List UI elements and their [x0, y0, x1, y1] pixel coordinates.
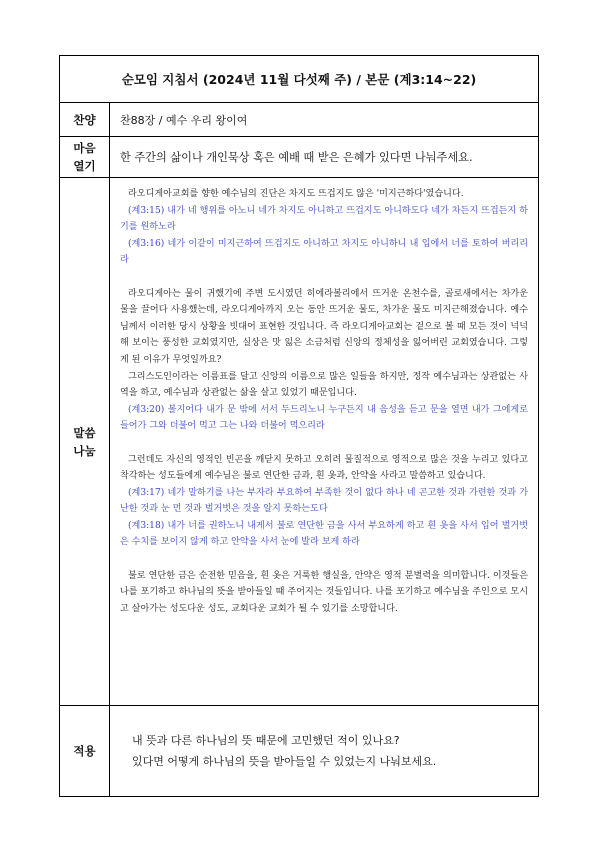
opening-label-line2: 열기 — [73, 159, 96, 173]
word-content — [110, 178, 539, 706]
opening-label — [60, 137, 110, 178]
application-content — [110, 706, 539, 797]
verse-3-17: (계3:17) 네가 말하기를 나는 부자라 부요하여 부족한 것이 없다 하나 네 곤고한 것과 가련한 것과 가난한 것과 눈 먼 것과 벌거벗은 것을 알지 못하는도다 — [120, 487, 528, 515]
verse-3-15: (계3:15) 내가 네 행위를 아노니 네가 차지도 아니하고 뜨겁지도 아니하도다 네가 차든지 뜨겁든지 하기를 원하노라 — [120, 205, 528, 233]
hymn-text: 찬88장 / 예수 우리 왕이여 — [110, 103, 539, 137]
hymn-row — [60, 103, 539, 137]
application-question-1: 내 뜻과 다른 하나님의 뜻 때문에 고민했던 적이 있나요? — [132, 734, 400, 747]
document-title: 순모임 지침서 (2024년 11월 다섯째 주) / 본문 (계3:14~22) — [60, 56, 539, 103]
paragraph-2: 라오디게아는 물이 귀했기에 주변 도시였던 히에라볼리에서 뜨거운 온천수를, 골로새에서는 차가운 물을 끌어다 사용했는데, 라오디게아까지 오는 동안 뜨거운 물도, 차가운 물도 미지근해졌습니다. 예수님께서 이러한 당시 상황을 빗대어 표현한 것입니다. 즉 라오디게아교회는 겉으로 볼 때 모든 것이 넉넉해 보이는 풍성한 교회였지만, 실상은 맛 잃은 소금처럼 신앙의 정체성을 잃어버린 교회였습니다. 그렇게 된 이유가 무엇일까요? — [120, 288, 528, 365]
verse-3-20: (계3:20) 볼지어다 내가 문 밖에 서서 두드리노니 누구든지 내 음성을 듣고 문을 열면 내가 그에게로 들어가 그와 더불어 먹고 그는 나와 더불어 먹으리라 — [120, 404, 528, 432]
opening-text: 한 주간의 삶이나 개인묵상 혹은 예배 때 받은 은혜가 있다면 나눠주세요. — [110, 137, 539, 178]
application-label: 적용 — [60, 706, 110, 797]
verse-3-16: (계3:16) 네가 이같이 미지근하여 뜨겁지도 아니하고 차지도 아니하니 내 입에서 너를 토하여 버리리라 — [120, 238, 528, 266]
word-row — [60, 178, 539, 706]
application-row — [60, 706, 539, 797]
hymn-label: 찬양 — [60, 103, 110, 137]
paragraph-5: 불로 연단한 금은 순전한 믿음을, 흰 옷은 거룩한 행실을, 안약은 영적 분별력을 의미합니다. 이것들은 나를 포기하고 하나님의 뜻을 받아들일 때 주어지는 것들입니다. 나를 포기하고 예수님을 주인으로 모시고 살아가는 성도다운 성도, 교회다운 교회가 될 수 있기를 소망합니다. — [120, 570, 528, 614]
opening-label-line1: 마음 — [73, 141, 96, 155]
application-question-2: 있다면 어떻게 하나님의 뜻을 받아들일 수 있었는지 나눠보세요. — [132, 755, 437, 768]
word-label-line2: 나눔 — [73, 443, 96, 458]
guide-table — [59, 55, 539, 797]
verse-3-18: (계3:18) 내가 너를 권하노니 내게서 불로 연단한 금을 사서 부요하게 하고 흰 옷을 사서 입어 벌거벗은 수치를 보이지 않게 하고 안약을 사서 눈에 발라 보게 하라 — [120, 520, 528, 548]
word-label — [60, 178, 110, 706]
paragraph-3: 그리스도인이라는 이름표를 달고 신앙의 이름으로 많은 일들을 하지만, 정작 예수님과는 상관없는 사역을 하고, 예수님과 상관없는 삶을 살고 있었기 때문입니다. — [120, 371, 528, 399]
paragraph-4: 그런데도 자신의 영적인 빈곤을 깨닫지 못하고 오히려 물질적으로 영적으로 많은 것을 누리고 있다고 착각하는 성도들에게 예수님은 불로 연단한 금과, 흰 옷과, 안약을 사라고 말씀하고 있습니다. — [120, 454, 528, 482]
opening-row — [60, 137, 539, 178]
paragraph-1: 라오디게아교회를 향한 예수님의 진단은 차지도 뜨겁지도 않은 '미지근하다'였습니다. — [128, 189, 464, 199]
word-label-line1: 말씀 — [73, 425, 96, 440]
title-row — [60, 56, 539, 103]
